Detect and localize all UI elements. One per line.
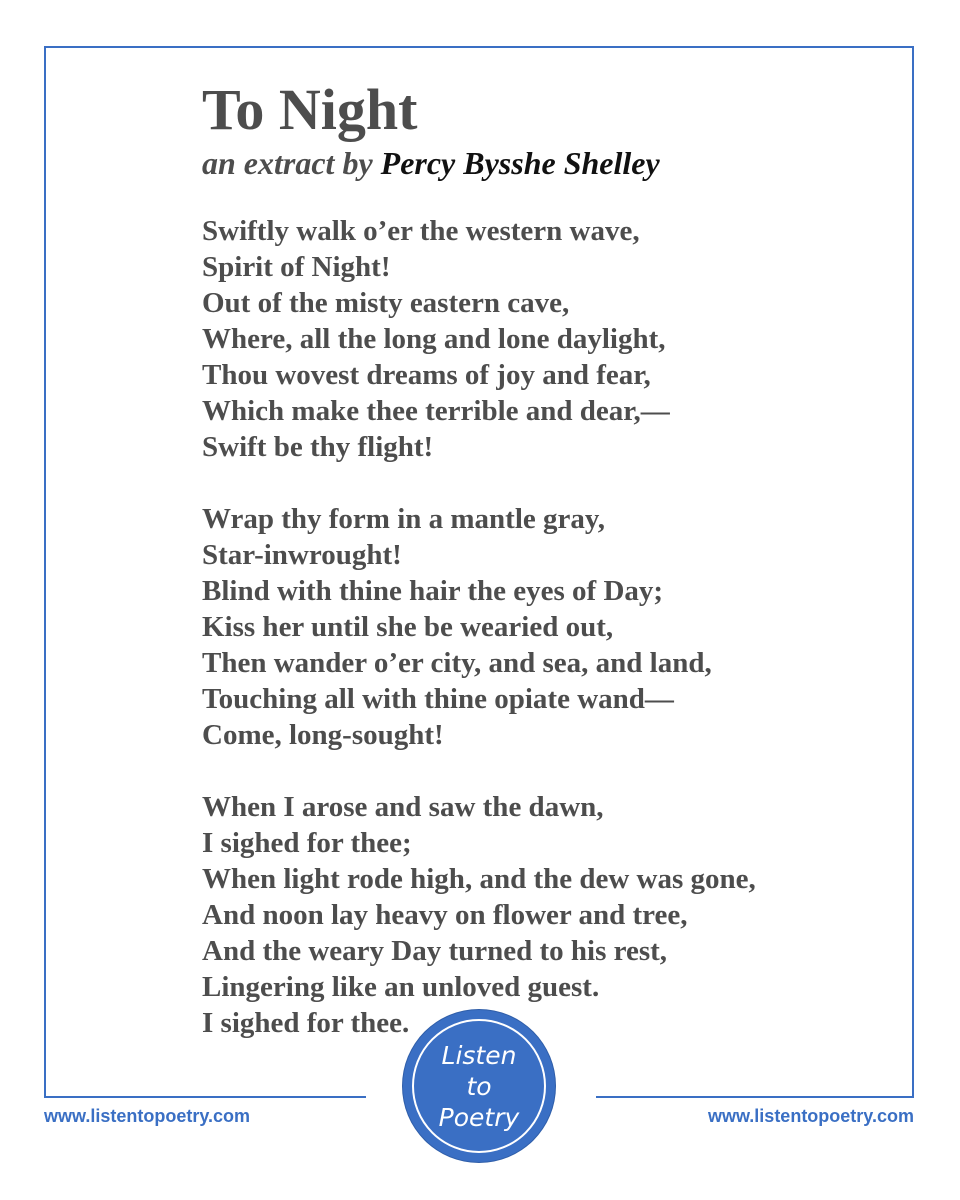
poem-line: Kiss her until she be wearied out, (202, 611, 614, 643)
poem-line: Blind with thine hair the eyes of Day; (202, 575, 664, 607)
poem-line: I sighed for thee. (202, 1007, 410, 1039)
stanza-1 (202, 213, 756, 465)
website-link-right[interactable]: www.listentopoetry.com (707, 1106, 914, 1126)
listen-to-poetry-logo (403, 1010, 555, 1162)
poem-line: Come, long-sought! (202, 719, 444, 751)
poem-line: Out of the misty eastern cave, (202, 287, 570, 319)
poem-line: Thou wovest dreams of joy and fear, (202, 359, 651, 391)
poem-line: Then wander o’er city, and sea, and land, (202, 647, 712, 679)
logo-line-3: Poetry (438, 1103, 520, 1132)
logo-line-2: to (466, 1072, 492, 1101)
poem-line: And noon lay heavy on flower and tree, (202, 899, 688, 931)
poem-line: And the weary Day turned to his rest, (202, 935, 668, 967)
stanza-3 (202, 789, 756, 1041)
poem-line: Spirit of Night! (202, 251, 391, 283)
logo-line-1: Listen (441, 1041, 517, 1070)
poem-line: I sighed for thee; (202, 827, 412, 859)
poem-line: Lingering like an unloved guest. (202, 971, 600, 1003)
poem-line: Touching all with thine opiate wand— (202, 683, 674, 715)
poem-line: Swiftly walk o’er the western wave, (202, 215, 640, 247)
poem-line: When I arose and saw the dawn, (202, 791, 604, 823)
poem-title: To Night (202, 77, 418, 142)
poem-line: Swift be thy flight! (202, 431, 434, 463)
poem-line: Wrap thy form in a mantle gray, (202, 503, 606, 535)
poem-line: Star-inwrought! (202, 539, 402, 571)
subtitle-prefix: an extract by (202, 145, 381, 181)
poem-subtitle (202, 144, 660, 182)
poem-line: When light rode high, and the dew was gone, (202, 863, 756, 895)
frame-bottom-right-rule (596, 1096, 914, 1098)
logo-text (403, 1040, 555, 1133)
website-link-left[interactable]: www.listentopoetry.com (44, 1106, 251, 1126)
poem-line: Which make thee terrible and dear,— (202, 395, 670, 427)
poem-body (202, 213, 756, 1041)
author-name: Percy Bysshe Shelley (380, 145, 660, 181)
frame-bottom-left-rule (44, 1096, 366, 1098)
stanza-2 (202, 501, 756, 753)
poem-line: Where, all the long and lone daylight, (202, 323, 666, 355)
